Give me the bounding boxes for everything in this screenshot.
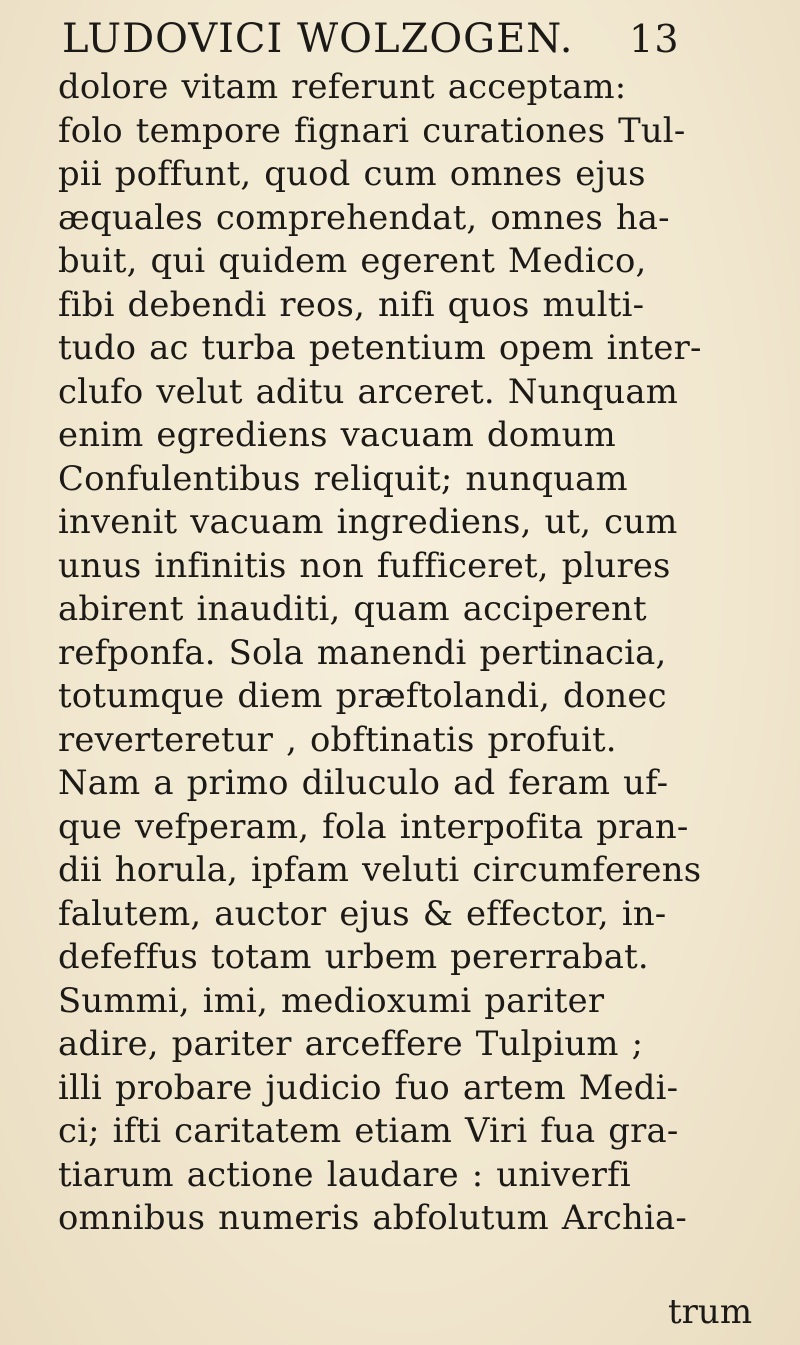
text-line: invenit vacuam ingrediens, ut, cum (58, 502, 678, 542)
text-line: abirent inauditi, quam acciperent (58, 589, 647, 629)
text-line: refponfa. Sola manendi pertinacia, (58, 632, 667, 673)
text-line: buit, qui quidem egerent Medico, (58, 241, 647, 281)
text-line: totumque diem præftolandi, donec (58, 676, 667, 716)
text-line: dolore vitam referunt acceptam: (58, 67, 627, 107)
text-line: Confulentibus reliquit; nunquam (58, 458, 628, 499)
text-line: æquales comprehendat, omnes ha- (58, 197, 670, 238)
page-number: 13 (629, 17, 680, 61)
text-line: dii horula, ipfam veluti circumferens (58, 850, 702, 890)
text-line: reverteretur , obftinatis profuit. (58, 719, 617, 760)
running-title: LUDOVICI WOLZOGEN. (62, 16, 574, 62)
body-text (58, 66, 798, 1241)
text-line: folo tempore fignari curationes Tul- (58, 110, 686, 151)
text-line: fibi debendi reos, nifi quos multi- (58, 284, 645, 325)
text-line: ci; ifti caritatem etiam Viri fua gra- (58, 1111, 679, 1151)
text-line: unus infinitis non fufficeret, plures (58, 545, 671, 586)
text-line: que vefperam, fola interpofita pran- (58, 806, 689, 847)
text-line: illi probare judicio fuo artem Medi- (58, 1067, 679, 1108)
text-line: adire, pariter arceffere Tulpium ; (58, 1024, 644, 1064)
page-header (62, 16, 762, 72)
text-line: Summi, imi, medioxumi pariter (58, 980, 605, 1021)
text-line: defeffus totam urbem pererrabat. (58, 937, 649, 977)
catchword: trum (668, 1292, 753, 1332)
text-line: enim egrediens vacuam domum (58, 415, 616, 455)
text-line: tiarum actione laudare : univerfi (58, 1154, 631, 1195)
text-line: omnibus numeris abfolutum Archia- (58, 1198, 687, 1238)
text-line: tudo ac turba petentium opem inter- (58, 328, 702, 368)
text-line: falutem, auctor ejus & effector, in- (58, 893, 667, 934)
text-line: clufo velut aditu arceret. Nunquam (58, 371, 679, 412)
text-line: Nam a primo diluculo ad feram uf- (58, 763, 669, 803)
text-line: pii poffunt, quod cum omnes ejus (58, 154, 646, 194)
